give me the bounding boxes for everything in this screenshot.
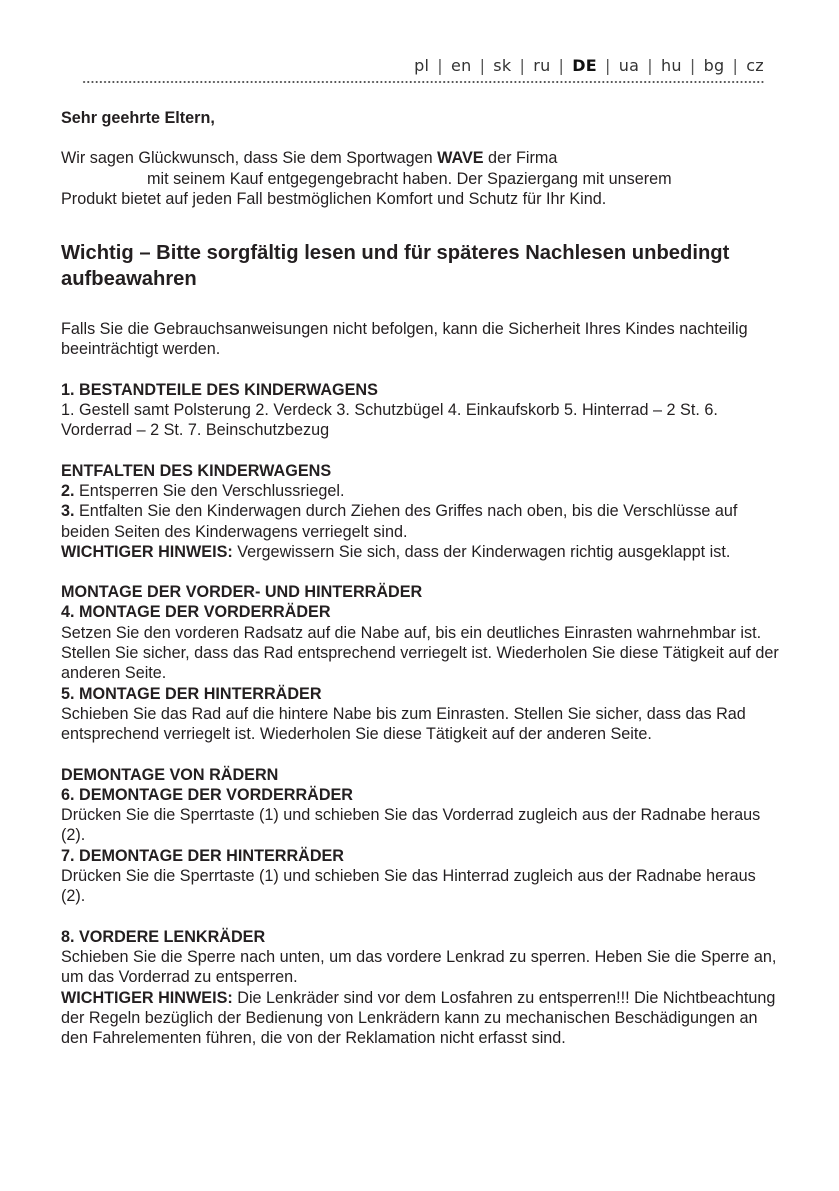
brand-name: WAVE <box>437 149 484 168</box>
step-text: Entsperren Sie den Verschlussriegel. <box>74 481 345 500</box>
step-2 <box>61 481 781 501</box>
lang-bg[interactable]: bg <box>703 56 725 75</box>
dotted-divider <box>82 80 764 84</box>
subsection-title: 7. DEMONTAGE DER HINTERRÄDER <box>61 846 344 865</box>
front-mount-text: Setzen Sie den vorderen Radsatz auf die Nabe auf, bis ein deutliches Einrasten wahrnehmbar ist. Stellen Sie sicher, dass das Rad entsprechend verriegelt ist. Wiederholen Sie diese Tätigkeit auf der anderen Seite. <box>61 623 779 683</box>
section-title: DEMONTAGE VON RÄDERN <box>61 765 279 784</box>
note-label: WICHTIGER HINWEIS: <box>61 542 233 561</box>
steering-text: Schieben Sie die Sperre nach unten, um das vordere Lenkrad zu sperren. Heben Sie die Sperre an, um das Vorderrad zu entsperren. <box>61 947 777 987</box>
subsection-title: 5. MONTAGE DER HINTERRÄDER <box>61 684 322 703</box>
lang-cz[interactable]: cz <box>746 56 764 75</box>
section-title: 8. VORDERE LENKRÄDER <box>61 927 266 946</box>
lang-en[interactable]: en <box>450 56 472 75</box>
section-unfold <box>61 461 781 562</box>
parts-list: 1. Gestell samt Polsterung 2. Verdeck 3. Schutzbügel 4. Einkaufskorb 5. Hinterrad – 2 St. 6. Vorderrad – 2 St. 7. Beinschutzbezug <box>61 401 718 440</box>
lang-ru[interactable]: ru <box>533 56 551 75</box>
section-title: MONTAGE DER VORDER- UND HINTERRÄDER <box>61 583 423 602</box>
intro-paragraph <box>61 148 781 209</box>
section-title: 1. BESTANDTEILE DES KINDERWAGENS <box>61 380 378 399</box>
section-steering <box>61 927 781 1049</box>
note-text: Die Lenkräder sind vor dem Losfahren zu entsperren!!! Die Nichtbeachtung der Regeln bezüglich der Bedienung von Lenkrädern kann zu mechanischen Beschädigungen an den Fahrelementen führen, die von der Reklamation nicht erfasst sind. <box>61 988 776 1048</box>
rear-dismount-text: Drücken Sie die Sperrtaste (1) und schieben Sie das Hinterrad zugleich aus der Radnabe heraus (2). <box>61 867 756 906</box>
subsection-title: 6. DEMONTAGE DER VORDERRÄDER <box>61 785 353 804</box>
lang-pl[interactable]: pl <box>414 56 430 75</box>
front-dismount-text: Drücken Sie die Sperrtaste (1) und schieben Sie das Vorderrad zugleich aus der Radnabe heraus (2). <box>61 806 761 845</box>
section-title: ENTFALTEN DES KINDERWAGENS <box>61 461 332 480</box>
subsection-title: 4. MONTAGE DER VORDERRÄDER <box>61 603 331 622</box>
intro-line-3: Produkt bietet auf jeden Fall bestmöglichen Komfort und Schutz für Ihr Kind. <box>61 189 607 208</box>
step-text: Entfalten Sie den Kinderwagen durch Ziehen des Griffes nach oben, bis die Verschlüsse auf beiden Seiten des Kinderwagens verriegelt sind. <box>61 502 738 541</box>
step-number: 2. <box>61 481 75 500</box>
rear-mount-text: Schieben Sie das Rad auf die hintere Nabe bis zum Einrasten. Stellen Sie sicher, dass das Rad entsprechend verriegelt ist. Wiederholen Sie diese Tätigkeit auf der anderen Seite. <box>61 704 746 744</box>
section-dismount <box>61 765 781 907</box>
language-selector: pl | en | sk | ru | DE | ua | hu | bg | cz <box>414 56 764 75</box>
intro-line-2: mit seinem Kauf entgegengebracht haben. Der Spaziergang mit unserem <box>147 169 672 188</box>
note-text: Vergewissern Sie sich, dass der Kinderwagen richtig ausgeklappt ist. <box>232 542 731 561</box>
important-heading: Wichtig – Bitte sorgfältig lesen und für späteres Nachlesen unbedingt aufbeawahren <box>61 242 730 290</box>
lang-sk[interactable]: sk <box>493 56 512 75</box>
intro-text-1: Wir sagen Glückwunsch, dass Sie dem Sportwagen <box>61 149 438 168</box>
lang-de-active[interactable]: DE <box>572 56 598 75</box>
step-number: 3. <box>61 502 75 521</box>
note-label: WICHTIGER HINWEIS: <box>61 988 233 1007</box>
section-mount <box>61 582 781 744</box>
important-note <box>61 542 781 562</box>
section-parts <box>61 380 781 441</box>
warning-paragraph: Falls Sie die Gebrauchsanweisungen nicht befolgen, kann die Sicherheit Ihres Kindes nachteilig beeinträchtigt werden. <box>61 320 748 359</box>
intro-text-2: der Firma <box>483 149 558 168</box>
step-3 <box>61 501 781 542</box>
lang-hu[interactable]: hu <box>660 56 682 75</box>
important-note <box>61 988 781 1049</box>
greeting: Sehr geehrte Eltern, <box>61 109 215 127</box>
lang-ua[interactable]: ua <box>618 56 640 75</box>
document-body <box>61 108 781 1048</box>
